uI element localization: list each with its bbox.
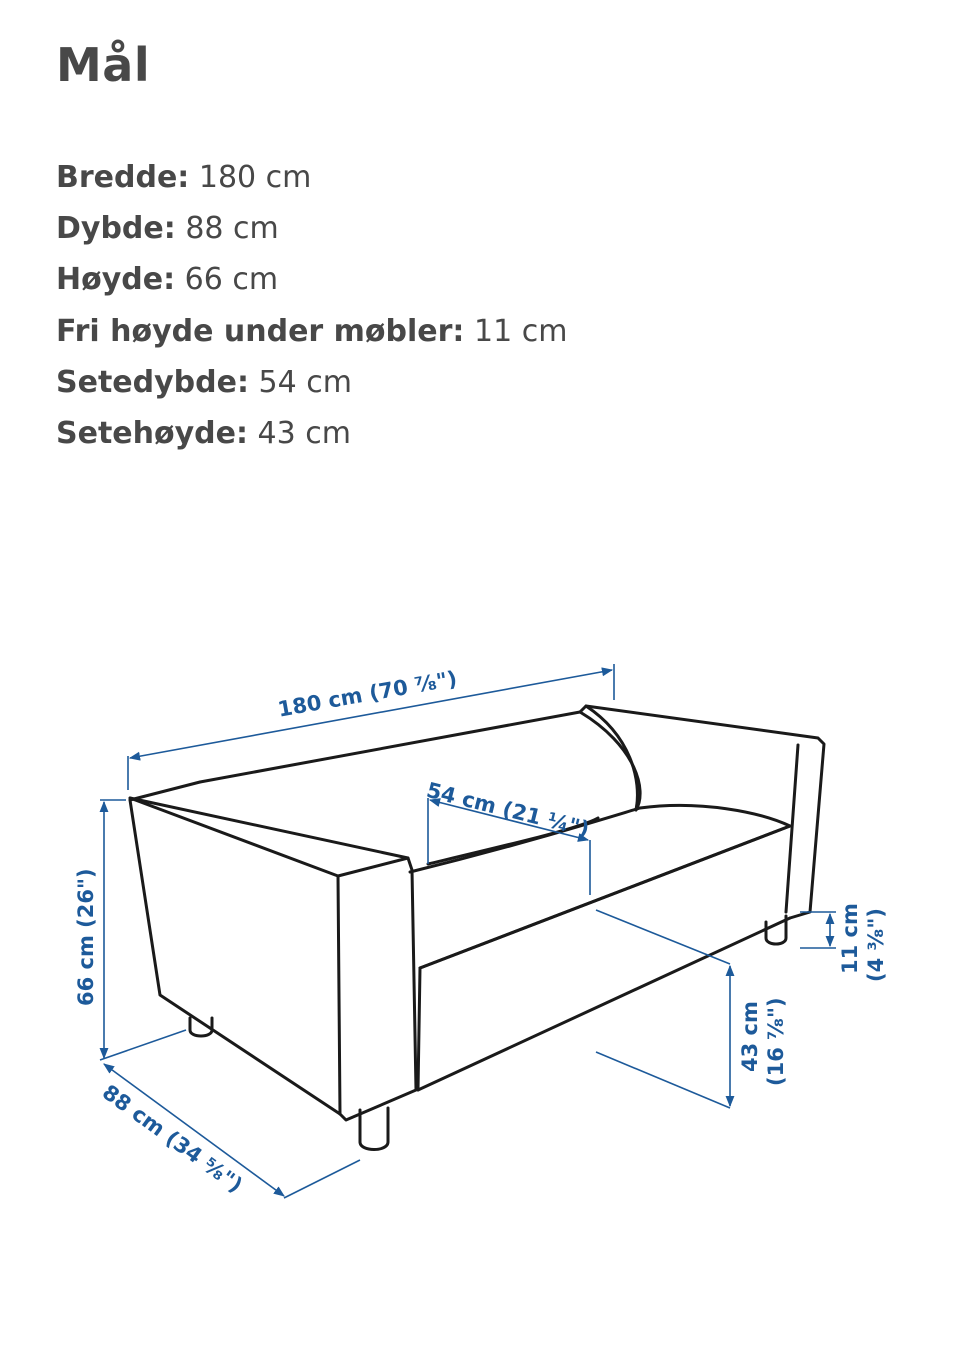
sofa-dimension-diagram [56,500,904,1340]
spec-value: 54 cm [258,364,352,400]
spec-label: Bredde: [56,160,190,195]
spec-label: Dybde: [56,211,176,247]
spec-clearance [56,306,567,357]
seat-height-dimension-label-in: (16 ⁷⁄₈") [764,997,788,1086]
sofa-line-drawing [56,500,904,1340]
seat-height-dimension-label-cm: 43 cm [738,1001,762,1072]
spec-seat-depth [56,357,567,408]
clearance-dimension-label-in: (4 ³⁄₈") [864,908,888,982]
dimension-specs-list [56,152,567,459]
dimension-lines [97,664,836,1198]
spec-value: 180 cm [198,160,312,195]
spec-label: Høyde: [56,262,176,298]
spec-label: Fri høyde under møbler: [56,313,465,349]
width-dimension-label: 180 cm (70 ⁷⁄₈") [276,666,459,722]
spec-width [56,152,567,203]
spec-value: 11 cm [473,313,568,349]
spec-value: 43 cm [257,416,351,452]
spec-seat-height [56,408,567,459]
clearance-dimension-label-cm: 11 cm [838,903,862,974]
spec-label: Setedybde: [56,364,249,400]
height-dimension-label: 66 cm (26") [74,868,98,1006]
sofa-outline [130,706,824,1150]
spec-value: 88 cm [185,211,279,247]
spec-depth [56,203,567,254]
spec-value: 66 cm [184,262,279,298]
spec-label: Setehøyde: [56,416,248,452]
spec-height [56,254,567,305]
depth-dimension-label: 88 cm (34 ⁵⁄₈") [97,1080,247,1198]
page-title: Mål [56,38,151,92]
seat-depth-dimension-label: 54 cm (21 ¼") [424,778,592,842]
